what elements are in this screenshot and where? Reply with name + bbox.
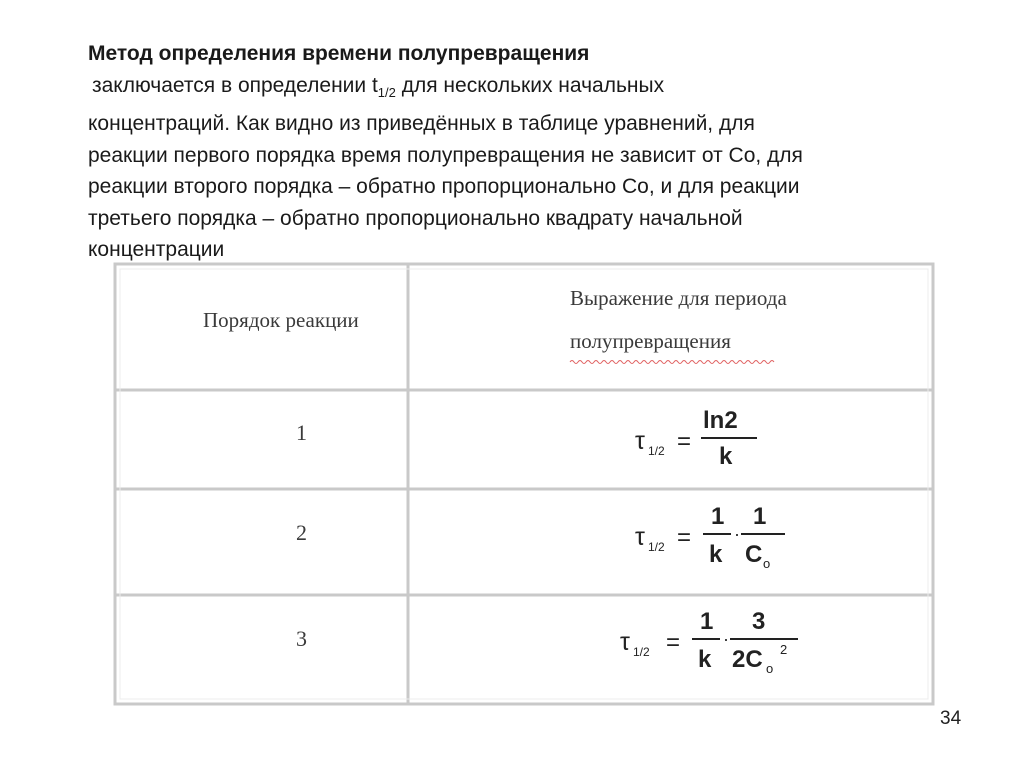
header-order: Порядок реакции [203,308,359,332]
numerator-1: 1 [700,608,714,635]
denominator-k: k [698,646,712,673]
paragraph-line-1 [88,70,988,109]
paragraph-line-3: реакции первого порядка время полупревращения не зависит от Со, для [88,143,803,167]
t-half-subscript: 1/2 [377,84,396,100]
paragraph-line-5: третьего порядка – обратно пропорционально квадрату начальной [88,206,743,230]
numerator-ln2: ln2 [703,407,738,434]
numerator-1b: 1 [753,503,767,530]
order-1: 1 [296,420,307,445]
equals-sign: = [677,524,692,551]
paragraph-line-2: концентраций. Как видно из приведённых в таблице уравнений, для [88,112,755,135]
header-expression-line-1: Выражение для периода [570,286,787,310]
denominator-2c: 2C [732,646,763,673]
tau-subscript: 1/2 [648,540,665,554]
paragraph-line-4: реакции второго порядка – обратно пропорционально Со, и для реакции [88,175,800,198]
slide-title: Метод определения времени полупревращения [88,42,590,65]
formula-first-order [635,400,775,477]
tau-symbol: τ [635,427,645,455]
tau-subscript: 1/2 [648,444,665,458]
numerator-1: 1 [711,503,725,530]
denominator-k: k [719,443,733,470]
tau-symbol: τ [620,628,630,656]
multiplication-dot: · [734,524,740,544]
multiplication-dot: · [723,629,729,649]
header-expression-line-2: полупревращения [570,329,731,353]
equals-sign: = [677,428,692,455]
paragraph-line-6: концентрации [88,238,225,261]
c-subscript: o [766,661,774,676]
paragraph-line-1-prefix: заключается в определении t [92,73,378,97]
text-block [88,38,988,266]
denominator-k: k [709,541,723,568]
c-superscript: 2 [780,642,788,657]
page-number: 34 [940,708,962,729]
formula-third-order [620,603,810,688]
spellcheck-underline [570,361,774,364]
formula-second-order [635,498,795,583]
tau-subscript: 1/2 [633,645,650,659]
denominator-c: C [745,541,763,568]
order-3: 3 [296,626,307,651]
paragraph-line-1-suffix: для нескольких начальных [395,73,665,97]
equals-sign: = [666,629,681,656]
c-subscript: o [763,556,771,571]
order-2: 2 [296,520,307,545]
half-life-table [113,262,935,706]
numerator-3: 3 [752,608,766,635]
tau-symbol: τ [635,523,645,551]
